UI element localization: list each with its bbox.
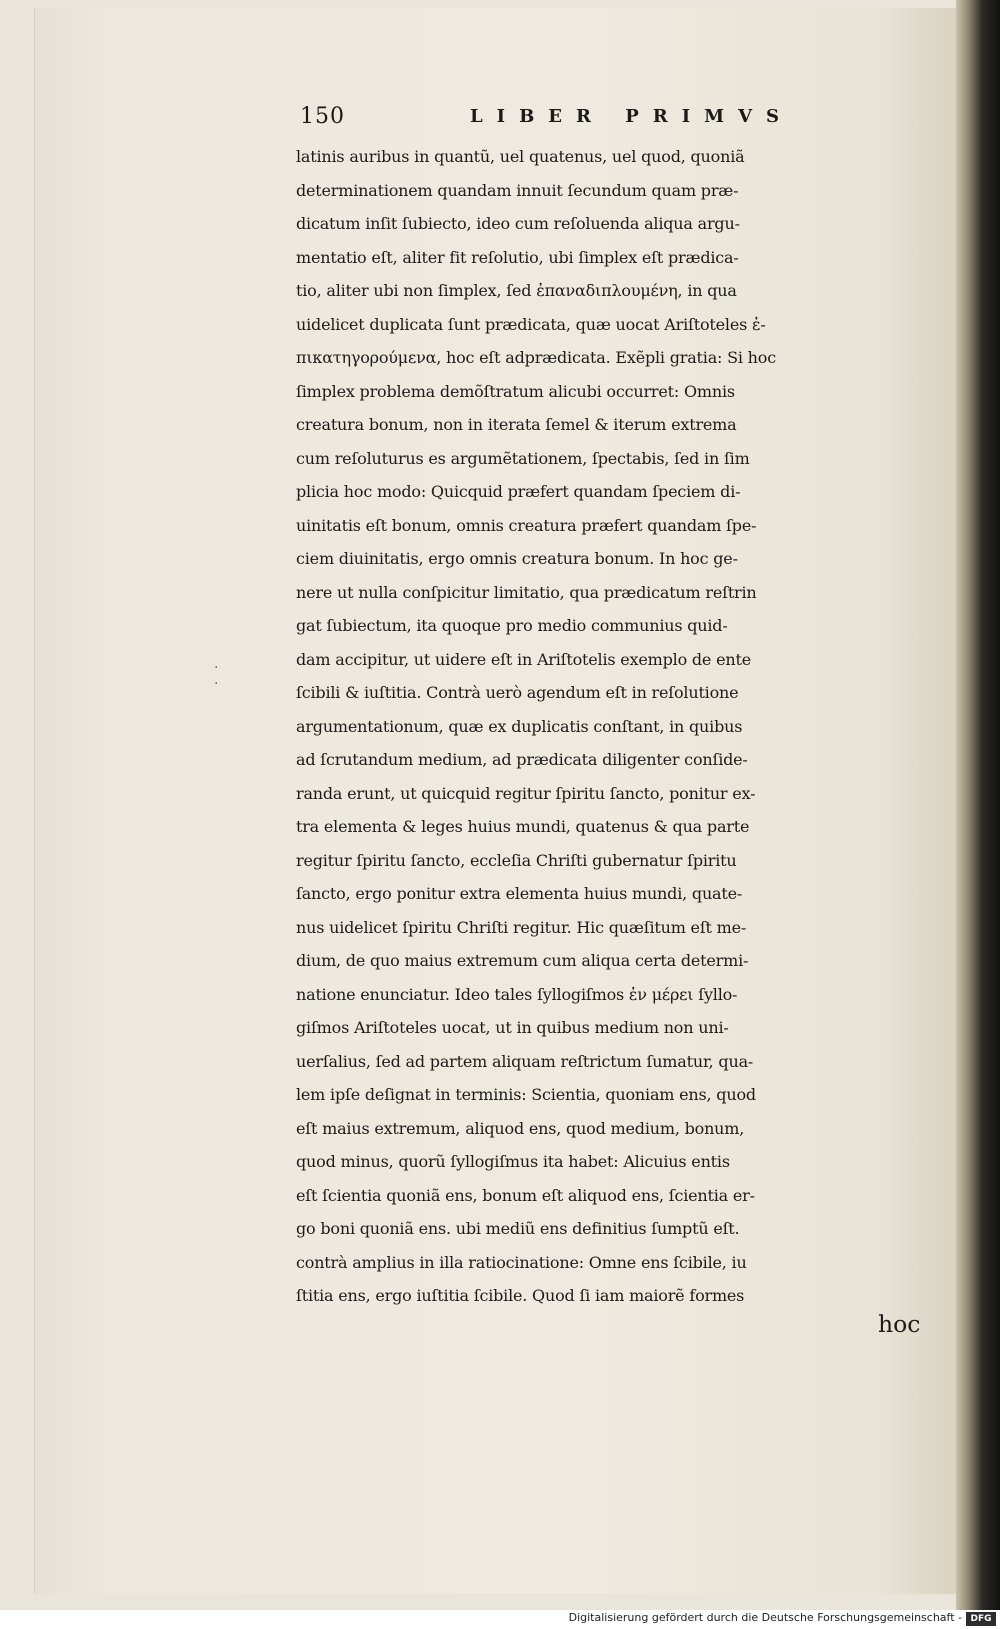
text-line: argumentationum, quæ ex duplicatis conſtant, in quibus [296, 716, 743, 736]
text-line: regitur ſpiritu ſancto, eccleſia Chriſti gubernatur ſpiritu [296, 850, 737, 870]
text-line: lem ipſe deſignat in terminis: Scientia, quoniam ens, quod [296, 1085, 756, 1104]
text-line: tra elementa & leges huius mundi, quatenus & qua parte [296, 817, 750, 836]
footer-credit: Digitalisierung gefördert durch die Deutsche Forschungsgemeinschaft - [568, 1611, 962, 1624]
text-line: uidelicet duplicata ſunt prædicata, quæ uocat Ariſtoteles ἐ- [296, 314, 766, 334]
text-line: latinis auribus in quantũ, uel quatenus, uel quod, quoniã [296, 147, 745, 166]
text-line: dium, de quo maius extremum cum aliqua certa determi- [296, 951, 749, 970]
text-line: quod minus, quorũ ſyllogiſmus ita habet: Alicuius entis [296, 1152, 730, 1171]
text-line: ad ſcrutandum medium, ad prædicata diligenter conſide- [296, 750, 748, 769]
margin-ink-speck: · · [214, 660, 219, 692]
page-number: 150 [300, 104, 345, 129]
text-line: go boni quoniã ens. ubi mediũ ens definitius ſumptũ eſt. [296, 1219, 740, 1238]
text-line: natione enunciatur. Ideo tales ſyllogiſmos ἐν μέρει ſyllo- [296, 984, 738, 1004]
body-text [296, 140, 968, 1313]
text-line: contrà amplius in illa ratiocinatione: Omne ens ſcibile, iu [296, 1252, 747, 1272]
text-line: dicatum inſit ſubiecto, ideo cum reſoluenda aliqua argu- [296, 214, 740, 233]
text-line: uerſalius, ſed ad partem aliquam reſtrictum ſumatur, qua- [296, 1051, 754, 1071]
text-line: creatura bonum, non in iterata ſemel & iterum extrema [296, 415, 737, 434]
text-line: eſt maius extremum, aliquod ens, quod medium, bonum, [296, 1118, 745, 1138]
running-head [300, 104, 810, 134]
catchword: hoc [878, 1310, 921, 1338]
text-line: eſt ſcientia quoniã ens, bonum eſt aliquod ens, ſcientia er- [296, 1185, 755, 1205]
text-line: mentatio eſt, aliter fit reſolutio, ubi ſimplex eſt prædica- [296, 247, 739, 267]
text-line: gat ſubiectum, ita quoque pro medio communius quid- [296, 616, 728, 635]
text-line: ſtitia ens, ergo iuſtitia ſcibile. Quod ſi iam maiorẽ formes [296, 1286, 745, 1305]
text-line: randa erunt, ut quicquid regitur ſpiritu ſancto, ponitur ex- [296, 783, 756, 803]
text-line: dam accipitur, ut uidere eſt in Ariſtotelis exemplo de ente [296, 649, 751, 669]
text-line: ſimplex problema demõſtratum alicubi occurret: Omnis [296, 381, 735, 401]
text-line: giſmos Ariſtoteles uocat, ut in quibus medium non uni- [296, 1018, 729, 1037]
text-line: nere ut nulla conſpicitur limitatio, qua prædicatum reſtrin [296, 582, 757, 602]
text-line: ſcibili & iuſtitia. Contrà uerò agendum eſt in reſolutione [296, 683, 739, 702]
text-line: πικατηγορούμενα, hoc eſt adprædicata. Exẽpli gratia: Si hoc [296, 348, 776, 367]
text-line: ſancto, ergo ponitur extra elementa huius mundi, quate- [296, 884, 743, 903]
digitization-footer [0, 1610, 1000, 1629]
dfg-logo: DFG [966, 1612, 996, 1626]
text-line: cum reſoluturus es argumẽtationem, ſpectabis, ſed in ſim [296, 448, 750, 468]
text-line: determinationem quandam innuit ſecundum quam præ- [296, 180, 739, 200]
text-line: nus uidelicet ſpiritu Chriſti regitur. Hic quæſitum eſt me- [296, 917, 747, 937]
text-line: ciem diuinitatis, ergo omnis creatura bonum. In hoc ge- [296, 549, 738, 568]
text-line: tio, aliter ubi non ſimplex, ſed ἐπαναδιπλουμένη, in qua [296, 281, 737, 300]
text-line: plicia hoc modo: Quicquid præfert quandam ſpeciem di- [296, 482, 741, 501]
text-line: uinitatis eſt bonum, omnis creatura præfert quandam ſpe- [296, 515, 757, 535]
running-title: LIBER PRIMVS [470, 106, 794, 127]
